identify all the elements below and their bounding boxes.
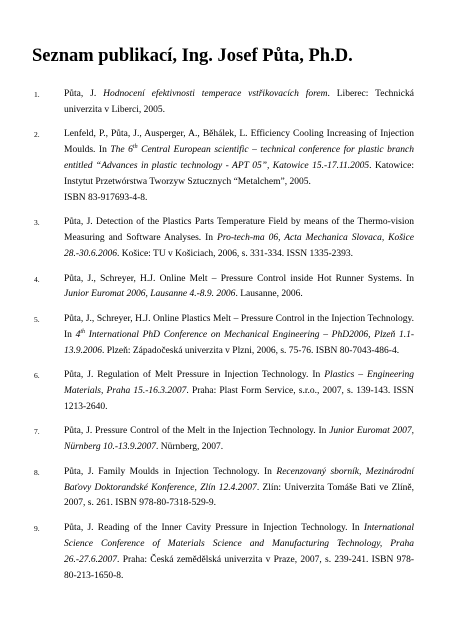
- publication-plain-text: Půta, J., Schreyer, H.J. Online Melt – Pressure Control inside Hot Runner Systems. In: [64, 273, 414, 284]
- publication-source-text: th: [132, 144, 138, 151]
- publication-plain-text: Půta, J. Family Moulds in Injection Technology. In: [64, 466, 277, 477]
- publication-item: [34, 215, 415, 263]
- publication-source-text: Hodnocení efektivnosti temperace vstřikovacích forem: [103, 89, 328, 99]
- publication-number: 5.: [34, 314, 40, 324]
- publication-text: [64, 314, 414, 356]
- publication-item: [34, 424, 414, 456]
- publication-plain-text: Půta, J. Regulation of Melt Pressure in Injection Technology. In: [64, 370, 325, 381]
- publication-plain-text: . Nürnberg, 2007.: [156, 442, 224, 453]
- publication-item: [34, 312, 414, 360]
- publication-item: [34, 127, 415, 191]
- publication-item: [34, 521, 414, 585]
- publication-source-text: Plastics – Engineering Materials, Praha 15.-16.3.2007: [64, 370, 415, 396]
- publication-plain-text: Půta, J.: [64, 89, 104, 99]
- publication-number: 1.: [34, 90, 40, 99]
- publication-plain-text: Půta, J., Schreyer, H.J. Online Plastics Melt – Pressure Control in the Injection Technology. In: [64, 313, 414, 340]
- publication-text: [64, 370, 414, 412]
- publication-number: 3.: [34, 218, 40, 228]
- isbn-text: ISBN 83-917693-4-8.: [64, 192, 148, 203]
- publication-text: [64, 274, 414, 300]
- publication-source-text: Recenzovaný sborník, Mezinárodní Baťovy Doktorandské Konference, Zlín 12.4.2007: [64, 466, 414, 493]
- publication-source-text: 4: [75, 329, 81, 340]
- publication-plain-text: . Košice: TU v Košiciach, 2006, s. 331-334. ISSN 1335-2393.: [117, 249, 354, 260]
- publication-item: [34, 272, 414, 304]
- publication-plain-text: . Liberec: Technická univerzita v Liberci, 2005.: [64, 89, 414, 115]
- publication-number: 2.: [34, 130, 40, 140]
- publication-plain-text: . Praha: Česká zemědělská univerzita v Praze, 2007, s. 239-241. ISBN 978-80-213-1650-8.: [64, 554, 414, 581]
- publication-item: [34, 368, 415, 416]
- publication-number: 7.: [34, 427, 40, 437]
- publication-number: 8.: [34, 467, 40, 477]
- publication-item: [34, 465, 415, 513]
- publication-plain-text: . Plzeň: Západočeská univerzita v Plzni, 2006, s. 75-76. ISBN 80-7043-486-4.: [102, 345, 400, 356]
- publication-source-text: International PhD Conference on Mechanical Engineering – PhD2006, Plzeň 1.1-13.9.2006: [64, 329, 414, 356]
- publication-plain-text: Půta, J. Pressure Control of the Melt in the Injection Technology. In: [64, 426, 330, 437]
- publication-number: 4.: [34, 274, 40, 284]
- publication-text: [64, 89, 414, 115]
- publication-number: 9.: [34, 523, 40, 533]
- publication-plain-text: . Katowice: Instytut Przetwórstwa Tworzyw Sztucznych “Metalchem”, 2005.: [64, 161, 414, 188]
- publication-source-text: Junior Euromat 2006, Lausanne 4.-8.9. 2006: [64, 289, 236, 300]
- publication-text: [64, 217, 414, 259]
- publication-plain-text: . Praha: Plast Form Service, s.r.o., 2007, s. 139-143. ISSN 1213-2640.: [64, 386, 415, 412]
- publication-source-text: Central European scientific – technical conference for plastic branch entitled “Advances in plastic technology - APT 05”, Katowice 15.-17.11.2005: [64, 145, 415, 172]
- publication-text: [64, 129, 414, 187]
- publication-plain-text: Půta, J. Detection of the Plastics Parts Temperature Field by means of the Thermo-vision Measuring and Software Analyses. In: [64, 217, 414, 244]
- publication-plain-text: . Zlín: Univerzita Tomáše Bati ve Zlíně, 2007, s. 261. ISBN 978-80-7318-529-9.: [64, 482, 415, 509]
- publication-text: [64, 467, 414, 509]
- publication-text: [64, 523, 414, 581]
- publication-text: [64, 426, 414, 452]
- publication-number: 6.: [34, 371, 40, 381]
- publication-plain-text: Půta, J. Reading of the Inner Cavity Pressure in Injection Technology. In: [64, 522, 364, 533]
- publication-plain-text: . Lausanne, 2006.: [235, 289, 303, 300]
- publication-list: [34, 87, 415, 593]
- publication-source-text: The 6: [110, 145, 133, 156]
- publication-source-text: Pro-tech-ma 06, Acta Mechanica Slovaca, Košice 28.-30.6.2006: [64, 233, 415, 260]
- publication-plain-text: Lenfeld, P., Půta, J., Ausperger, A., Běhálek, L. Efficiency Cooling Increasing of Injection Moulds. In: [64, 129, 414, 156]
- publication-item: [34, 87, 414, 119]
- page-title: Seznam publikací, Ing. Josef Půta, Ph.D.: [32, 46, 353, 66]
- publication-source-text: International Science Conference of Materials Science and Manufacturing Technology, Praha 26.-27.6.2007: [64, 522, 414, 565]
- publication-isbn: [64, 191, 414, 207]
- publication-source-text: th: [80, 328, 86, 335]
- publication-source-text: Junior Euromat 2007, Nürnberg 10.-13.9.2007: [64, 426, 414, 453]
